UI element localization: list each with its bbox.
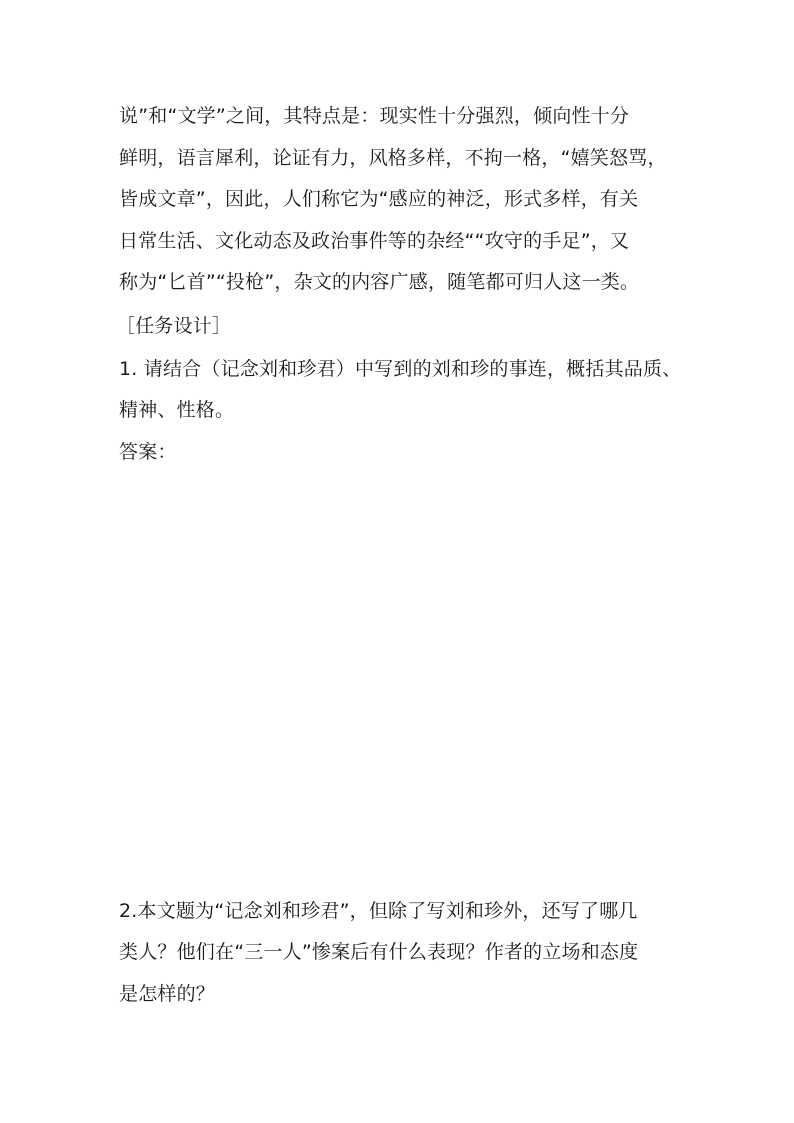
paragraph-line-4: 日常生活、文化动态及政治事件等的杂经““攻守的手足”，又 [119,230,630,252]
question-2-line-2: 类人？他们在“三一人”惨案后有什么表现？作者的立场和态度 [119,941,639,963]
question-1-line-2: 精神、性格。 [119,399,235,421]
section-heading: ［任务设计］ [116,315,232,337]
paragraph-line-5: 称为“匕首”“投枪”，杂文的内容广感，随笔都可归人这一类。 [119,271,640,293]
question-2-line-3: 是怎样的？ [119,983,216,1005]
paragraph-line-2: 鲜明，语言犀利，论证有力，风格多样，不拘一格，“嬉笑怒骂， [119,147,667,169]
question-2-line-1: 2.本文题为“记念刘和珍君”，但除了写刘和珍外，还写了哪几 [119,900,638,922]
answer-label: 答案： [119,441,177,463]
paragraph-line-3: 皆成文章”，因此，人们称它为“感应的神泛，形式多样，有关 [119,188,639,210]
paragraph-line-1: 说”和“文学”之间，其特点是：现实性十分强烈，倾向性十分 [119,105,630,127]
question-1-line-1: 1. 请结合（记念刘和珍君）中写到的刘和珍的事连，概括其品质、 [119,358,682,380]
